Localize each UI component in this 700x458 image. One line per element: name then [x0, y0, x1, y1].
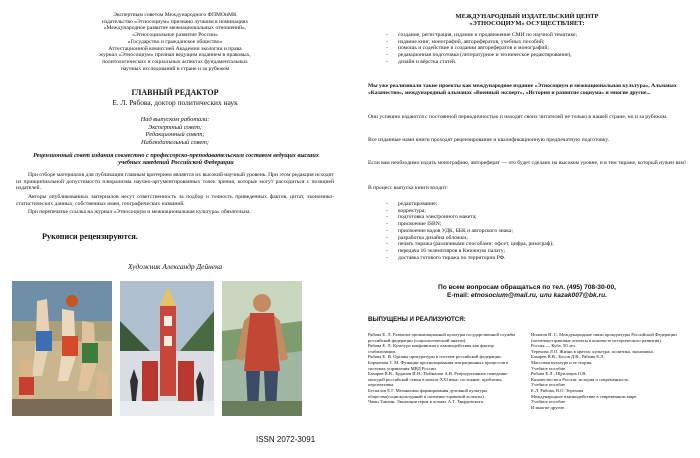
- intro-line: научных исследований в стране и за рубежом: [120, 65, 230, 72]
- header-line: «ЭТНОСОЦИУМ» ОСУЩЕСТВЛЯЕТ:: [469, 20, 585, 28]
- intro-line: «Этносоциальное развитие России»: [132, 32, 218, 39]
- process-item: - подготовка электронного макета;: [368, 214, 686, 221]
- book-entry: Терехова Л.О. Жизнь в цветах: культура, политика, экономика.: [531, 348, 654, 354]
- process-list: [368, 201, 686, 261]
- review-council-note: Рецензионный совет издания совместно с профессорско-преподавательским составом ведущих высших учебных заведений Российской Федерации: [33, 152, 319, 167]
- book-entry: Е.Л. Рябова, В.О. Терехова: [531, 387, 584, 393]
- review-paragraph: Все изданные нами книги проходят рецензирование и квалификационную предпечатную подготовку.: [368, 137, 610, 143]
- published-title: ВЫПУЩЕНЫ И РЕАЛИЗУЮТСЯ:: [368, 316, 466, 323]
- works-title: Над выпуском работали:: [140, 116, 210, 123]
- intro-line: Экспертным советом Международного ФПМОиМК: [113, 12, 237, 18]
- email-label: E-mail:: [447, 292, 471, 299]
- process-item: - присвоение кодов УДК, ББК и авторского знака;: [368, 228, 686, 235]
- contact-phone: По всем вопросам обращаться по тел. (495) 708-30-00,: [438, 284, 616, 291]
- intro-line: политологических и социальных аспектах фундаментальных: [102, 58, 248, 65]
- process-item: - передача 16 экземпляров в Книжную палату;: [368, 248, 686, 255]
- service-item: - помощь и содействие в создании авторефератов и монографий;: [368, 45, 686, 52]
- contact-email-line: [368, 292, 686, 300]
- works-line: Редакционный совет;: [145, 131, 205, 139]
- process-item: - присвоение ISBN;: [368, 221, 686, 228]
- process-item: - печать тиража (различными способами: офсет, цифра, ризограф);: [368, 241, 686, 248]
- process-item: - редактирование;: [368, 201, 686, 208]
- artist-credit: Художник Александр Дейнека: [127, 262, 223, 271]
- email-addresses[interactable]: etnosocium@mail.ru, или kazak007@bk.ru.: [470, 292, 607, 299]
- book-entry: Игнатов И. С. Международные связи прокуратуры Российской Федерации (политико-правовые аспекты в контексте исторического развития).: [531, 332, 677, 343]
- book-entry: Учебное пособие.: [531, 365, 567, 371]
- contact-block: [368, 284, 686, 300]
- service-item: - редакционная подготовка (литературное и техническое редактирование),: [368, 52, 686, 59]
- editor-name: Е. Л. Рябова, доктор политических наук: [112, 98, 238, 107]
- book-entry: И многие другие.: [531, 404, 566, 410]
- success-paragraph: Они успешно издаются с постоянной периодичностью и находят своих читателей не только в нашей стране, но и за рубежом.: [368, 114, 668, 120]
- service-item: - создание, регистрация, издание и продвижение СМИ по научной тематике;: [368, 32, 686, 39]
- manuscripts-reviewed: Рукописи рецензируются.: [42, 232, 138, 241]
- books-column-2: [531, 332, 686, 410]
- book-entry: Казачество юга России: история и современность.: [531, 376, 630, 382]
- header-line: МЕЖДУНАРОДНЫЙ ИЗДАТЕЛЬСКИЙ ЦЕНТР: [455, 13, 599, 20]
- works-line: Экспертный совет;: [148, 123, 202, 131]
- service-item: - издание книг, монографий, авторефератов, учебных пособий;: [368, 39, 686, 46]
- published-books: [368, 332, 686, 410]
- book-entry: Беспалов Е.Г. Механизмы формирования духовной культуры общества(социокультурный и политико-правовой аспекты).: [368, 387, 488, 399]
- book-entry: Международное взаимодействие в современном мире.: [531, 393, 638, 399]
- projects-paragraph: Мы уже реализовали такие проекты как международное издание «Этносоциум и межнациональная культура», Альманах «Казачество», международный альманах «Военный эксперт», «История и развитие социума» и многие другие...: [368, 83, 677, 96]
- intro-line: издательство «Этносоциум» признано лучшим в номинациях: [101, 18, 249, 25]
- book-entry: Рябова Е. Л. Культура конфликтного взаимодействия как фактор стабилизации.: [368, 343, 494, 354]
- book-entry: Россия — Куба. 50 лет.: [531, 343, 576, 349]
- book-entry: Чжан Тинтин. Эволюция героя в позмах А.Т. Твардовского.: [368, 399, 485, 405]
- intro-line: Аттестационной комиссией Академии экологии и права: [108, 45, 242, 52]
- intro-line: «Государство и гражданское общество»: [127, 38, 223, 45]
- painting-church: [120, 281, 214, 416]
- process-item: - доставка готового тиража по территории РФ.: [368, 255, 686, 262]
- issn-number: ISSN 2072-3091: [256, 435, 316, 444]
- process-item: - разработка дизайна обложки;: [368, 235, 686, 242]
- service-item: - дизайн и вёрстка статей.: [368, 59, 686, 66]
- book-entry: Массовая культура и ее теория.: [531, 359, 593, 365]
- publisher-header: [368, 13, 686, 28]
- works-block: [16, 116, 334, 146]
- book-entry: Учебное пособие: [531, 399, 565, 405]
- book-entry: Учебное пособие: [531, 382, 565, 388]
- painting-worker: [222, 281, 302, 416]
- books-column-1: [368, 332, 523, 410]
- works-line: Наблюдательный совет;: [140, 138, 209, 146]
- awards-intro: [16, 12, 334, 72]
- book-entry: Бахарев В.В., Буданов И.Н., Поймалов А.В. Репродуктивное поведение молодой российской семьи в начале XXI века: состояние, проблемы, перспективы.: [368, 371, 508, 388]
- process-title: В процесс выпуска книги входит:: [368, 185, 448, 191]
- editor-title: ГЛАВНЫЙ РЕДАКТОР: [131, 88, 219, 97]
- intro-line: «Международное развитие межнациональных отношений»,: [103, 25, 247, 32]
- book-entry: Рябова Е. Л. Развитие организационной культуры государственной службы российской федерации (социологический анализ).: [368, 332, 516, 343]
- book-entry: Борматова Т. М. Функции прогнозирования миграционных процессов в системах управления МВД России.: [368, 359, 509, 371]
- book-entry: Рябова Е.Л., Щуплецов О.В.: [531, 371, 587, 377]
- selection-paragraph: При отборе материалов для публикации главным критерием является их высокий научный уровень. При этом редакция исходит из принципиальной допустимости плюрализма научно-аргументированных точек зрения, которые могут расходиться с позицией издателей.: [16, 172, 334, 192]
- offer-paragraph: Если вам необходимо издать монографию, автореферат — это будет сделано на высоком уровне, и в тем тираже, который нужен вам!: [368, 160, 686, 166]
- process-item: - корректура;: [368, 208, 686, 215]
- intro-line: журнал «Этносоциум» признан ведущим изданием в правовых,: [99, 52, 251, 59]
- painting-basketball: [12, 281, 112, 416]
- services-list: [368, 32, 686, 66]
- book-entry: Бахарев В.В., Босов Д.В., Рябова Е.Л.: [531, 354, 605, 360]
- responsibility-paragraph: Авторы опубликованных материалов несут ответственность за подбор и точность приведенных фактов, цитат, экономико-статистических данных, собственных имен, географических названий.: [16, 194, 334, 207]
- book-entry: Рябова Е. И. Органы прокуратуры в системе российской федерации.: [368, 354, 502, 360]
- reprint-paragraph: При перепечатке ссылка на журнал «Этносоциум и межнациональная культура» обязательна.: [28, 209, 251, 215]
